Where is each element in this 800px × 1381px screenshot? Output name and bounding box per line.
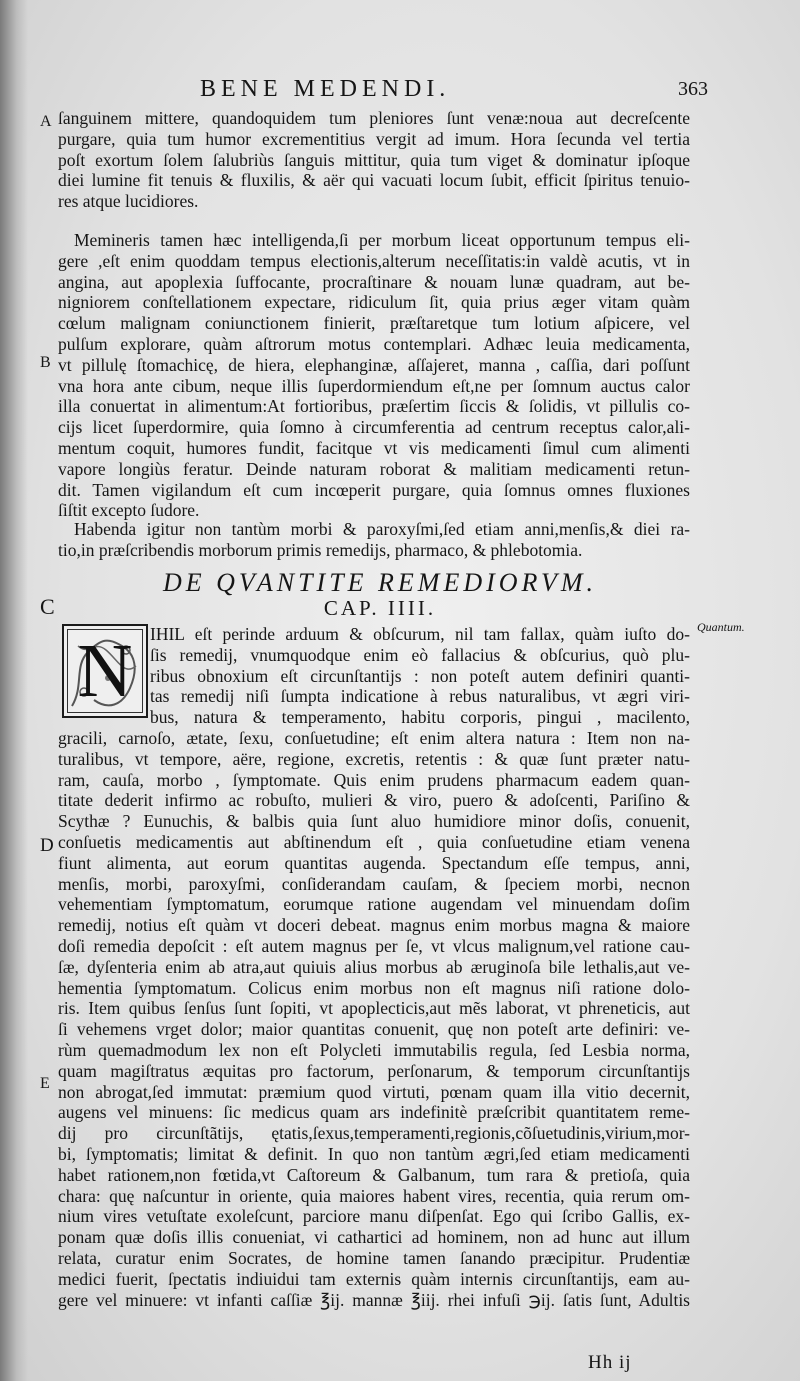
text-line: gracili, carnoſo, ætate, ſexu, conſuetudine; eſt enim altera natura : Item non na-: [58, 727, 690, 748]
text-line: gere ,eſt enim quoddam tempus electionis,alterum neceſſitatis:in valdè acutis, vt in: [58, 250, 690, 271]
text-line: tio,in præſcribendis morborum primis remedijs, pharmaco, & phlebotomia.: [58, 539, 583, 560]
text-line: cœlum malignam coniunctionem finierit, præſtaretque tum lotium aſpicere, vel: [58, 313, 690, 334]
text-line: ris. Item quibus ſenſus ſunt ſopiti, vt apoplecticis,aut mẽs laborat, vt phreneticis, aut: [58, 998, 690, 1019]
text-line: Habenda igitur non tantùm morbi & paroxyſmi,ſed etiam anni,menſis,& diei ra-: [74, 519, 690, 539]
text-line: bus, natura & temperamento, habitu corporis, pingui , macilento,: [150, 707, 690, 728]
running-head: BENE MEDENDI.: [200, 76, 451, 102]
text-line: relata, curatur enim Socrates, de homine tamen ſanando præcipitur. Prudentiæ: [58, 1247, 690, 1268]
text-line: habet rationem,non fœtida,vt Caſtoreum & Galbanum, tum rara & pretioſa, quia: [58, 1164, 690, 1185]
margin-letter-d: D: [40, 835, 54, 856]
text-line: ſanguinem mittere, quandoquidem tum pleniores ſunt venæ:noua aut decreſcente: [58, 108, 690, 128]
text-line: vna hora ante cibum, neque illis ſuperdormiendum eſt,ne per ſomnum auctus calor: [58, 375, 690, 396]
section-title: DE QVANTITE REMEDIORVM.: [162, 568, 598, 597]
text-line: augens vel minuens: ſic medicus quam ars indefinitè præſcribit quantitatem reme-: [58, 1102, 690, 1123]
text-line: ponam quæ doſis illis conueniat, vi cathartici ad hominem, non ad hunc aut illum: [58, 1227, 690, 1248]
margin-letter-a: A: [40, 113, 52, 130]
text-line: quam magiſtratus æquitas pro factorum, perſonarum, & temporum circunſtantijs: [58, 1060, 690, 1081]
text-line: dit. Tamen vigilandum eſt cum incœperit purgare, quia ſomnus omnes fluxiones: [58, 479, 690, 500]
text-line: vehementiam ſymptomatum, eorumque ratione augendam vel minuendam doſim: [58, 894, 690, 915]
text-line: remedij, notius eſt quàm vt doceri debeat. magnus enim morbus magna & maiore: [58, 915, 690, 936]
text-line: ſis remedij, vnumquodque enim eò fallacius & obſcurius, quò plu-: [150, 644, 690, 665]
text-line: ſi vehemens vrget dolor; maior quantitas conuenit, quę non poteſt arte definiri: ve-: [58, 1019, 690, 1040]
text-line: turalibus, vt tempore, aëre, regione, excretis, retentis : & quæ ſunt præter natu-: [58, 748, 690, 769]
text-line: fiunt alimenta, aut eorum quantitas augenda. Spectandum eſſe tempus, anni,: [58, 852, 690, 873]
text-line: vt pillulę ſtomachicę, de hiera, elephanginæ, aſſajeret, manna , caſſia, dari poſſunt: [58, 354, 690, 375]
binding-shadow: [0, 0, 28, 1381]
text-line: ſæ, dyſenteria enim ab atra,aut quiuis alius morbus ab æruginoſa bile lethalis,aut ve-: [58, 956, 690, 977]
chapter-label: CAP. IIII.: [323, 596, 437, 620]
text-line: medici fuerit, ſpectatis indiuidui tam externis quàm internis circunſtantijs, eam au-: [58, 1268, 690, 1289]
text-line: ram, cauſa, morbo , ſymptomate. Quis enim prudens pharmacum eadem quan-: [58, 769, 690, 790]
text-line: dij pro circunſtãtijs, ętatis,ſexus,temperamenti,regionis,cõſuetudinis,virium,mor-: [58, 1123, 690, 1144]
chapter-body: [58, 624, 690, 1310]
paragraph-2: [58, 230, 690, 521]
text-line: vapore longiùs feratur. Deinde naturam roborat & malitiam medicamenti retun-: [58, 458, 690, 479]
text-line: cijs licet ſuperdormire, quia ſomno à circumferentia ad centrum receptus calor,ali-: [58, 417, 690, 438]
text-line: titate dederit infirmo ac robuſto, mulieri & viro, puero & adoſcenti, Pariſino &: [58, 790, 690, 811]
text-line: ribus obnoxium eſt circunſtantijs : non poteſt autem definiri quanti-: [150, 665, 690, 686]
text-line: non abrogat,ſed immutat: præmium quod virtuti, pœnam quam illa vitio decernit,: [58, 1081, 690, 1102]
text-line: bi, ſymptomatis; limitat & definit. In quo non tantùm ægri,ſed etiam medicamenti: [58, 1143, 690, 1164]
margin-letter-b: B: [40, 354, 51, 371]
text-line: res atque lucidiores.: [58, 191, 199, 212]
signature-mark: Hh ij: [588, 1352, 632, 1373]
page-header: [70, 76, 708, 108]
text-line: nium vires vetuſtate exoleſcunt, parciore manu diſpenſat. Ego qui ſcribo Gallis, ex-: [58, 1206, 690, 1227]
text-line: angina, aut apoplexia ſuffocante, procraſtinare & nouam lunæ quadram, aut be-: [58, 271, 690, 292]
text-line: mentum coquit, humores fundit, facitque vt vis medicamenti ſimul cum alimenti: [58, 437, 690, 458]
text-line: purgare, quia tum humor excrementitius vergit ad imum. Hora ſecunda vel tertia: [58, 128, 690, 149]
text-line: illa conuertat in alimentum:At fortioribus, præſertim ſiccis & ſolidis, vt pillulis co-: [58, 396, 690, 417]
text-line: menſis, morbi, paroxyſmi, conſiderandam cauſam, & ſpeciem morbi, necnon: [58, 873, 690, 894]
text-line: Memineris tamen hæc intelligenda,ſi per morbum liceat opportunum tempus eli-: [74, 230, 690, 250]
drop-cap-letter: N: [77, 629, 133, 713]
text-line: Scythæ ? Eunuchis, & balbis quia ſunt aluo humidiore minor doſis, conuenit,: [58, 811, 690, 832]
text-line: doſi remedia depoſcit : eſt autem magnus per ſe, vt vlcus malignum,vel ratione cau-: [58, 935, 690, 956]
text-line: tas remedij niſi ſumpta indicatione à rebus naturalibus, vt ægri viri-: [150, 686, 690, 707]
text-line: conſuetis medicamentis aut abſtinendum eſt , quia conſuetudine etiam venena: [58, 831, 690, 852]
text-line: pulſum explorare, quàm aſtrorum motus contemplari. Adhæc leuia medicamenta,: [58, 333, 690, 354]
paragraph-3: [58, 519, 690, 561]
page-number: 363: [678, 78, 708, 100]
margin-letter-e: E: [40, 1075, 50, 1092]
text-line: IHIL eſt perinde arduum & obſcurum, nil tam fallax, quàm iuſto do-: [150, 624, 690, 644]
paragraph-1: [58, 108, 690, 212]
text-line: chara: quę naſcuntur in oriente, quia maiores habent vires, recentia, quia rerum om-: [58, 1185, 690, 1206]
text-line: poſt exortum ſolem ſalubriùs ſanguis mittitur, quia tum viget & dominatur ipſoque: [58, 149, 690, 170]
text-line: ſiſtit excepto ſudore.: [58, 500, 200, 521]
text-line: rùm quemadmodum lex non eſt Polycleti immutabilis regula, ſed Lesbia norma,: [58, 1039, 690, 1060]
margin-letter-c: C: [40, 594, 55, 619]
text-line: diei lumine fit tenuis & fluxilis, & aër qui vacuati locum ſubit, efficit ſpiritus tenuio-: [58, 170, 690, 191]
text-line: gere vel minuere: vt infanti caſſiæ ℥ij. mannæ ℥iij. rhei infuſi ℈ij. ſatis ſunt, Adultis: [58, 1289, 690, 1310]
text-line: hementia ſymptomatum. Colicus enim morbus non eſt magnus niſi ratione dolo-: [58, 977, 690, 998]
margin-note: Quantum.: [697, 620, 745, 634]
text-line: nigniorem conſtellationem expectare, ridiculum ſit, quia prius æger vitam quàm: [58, 292, 690, 313]
